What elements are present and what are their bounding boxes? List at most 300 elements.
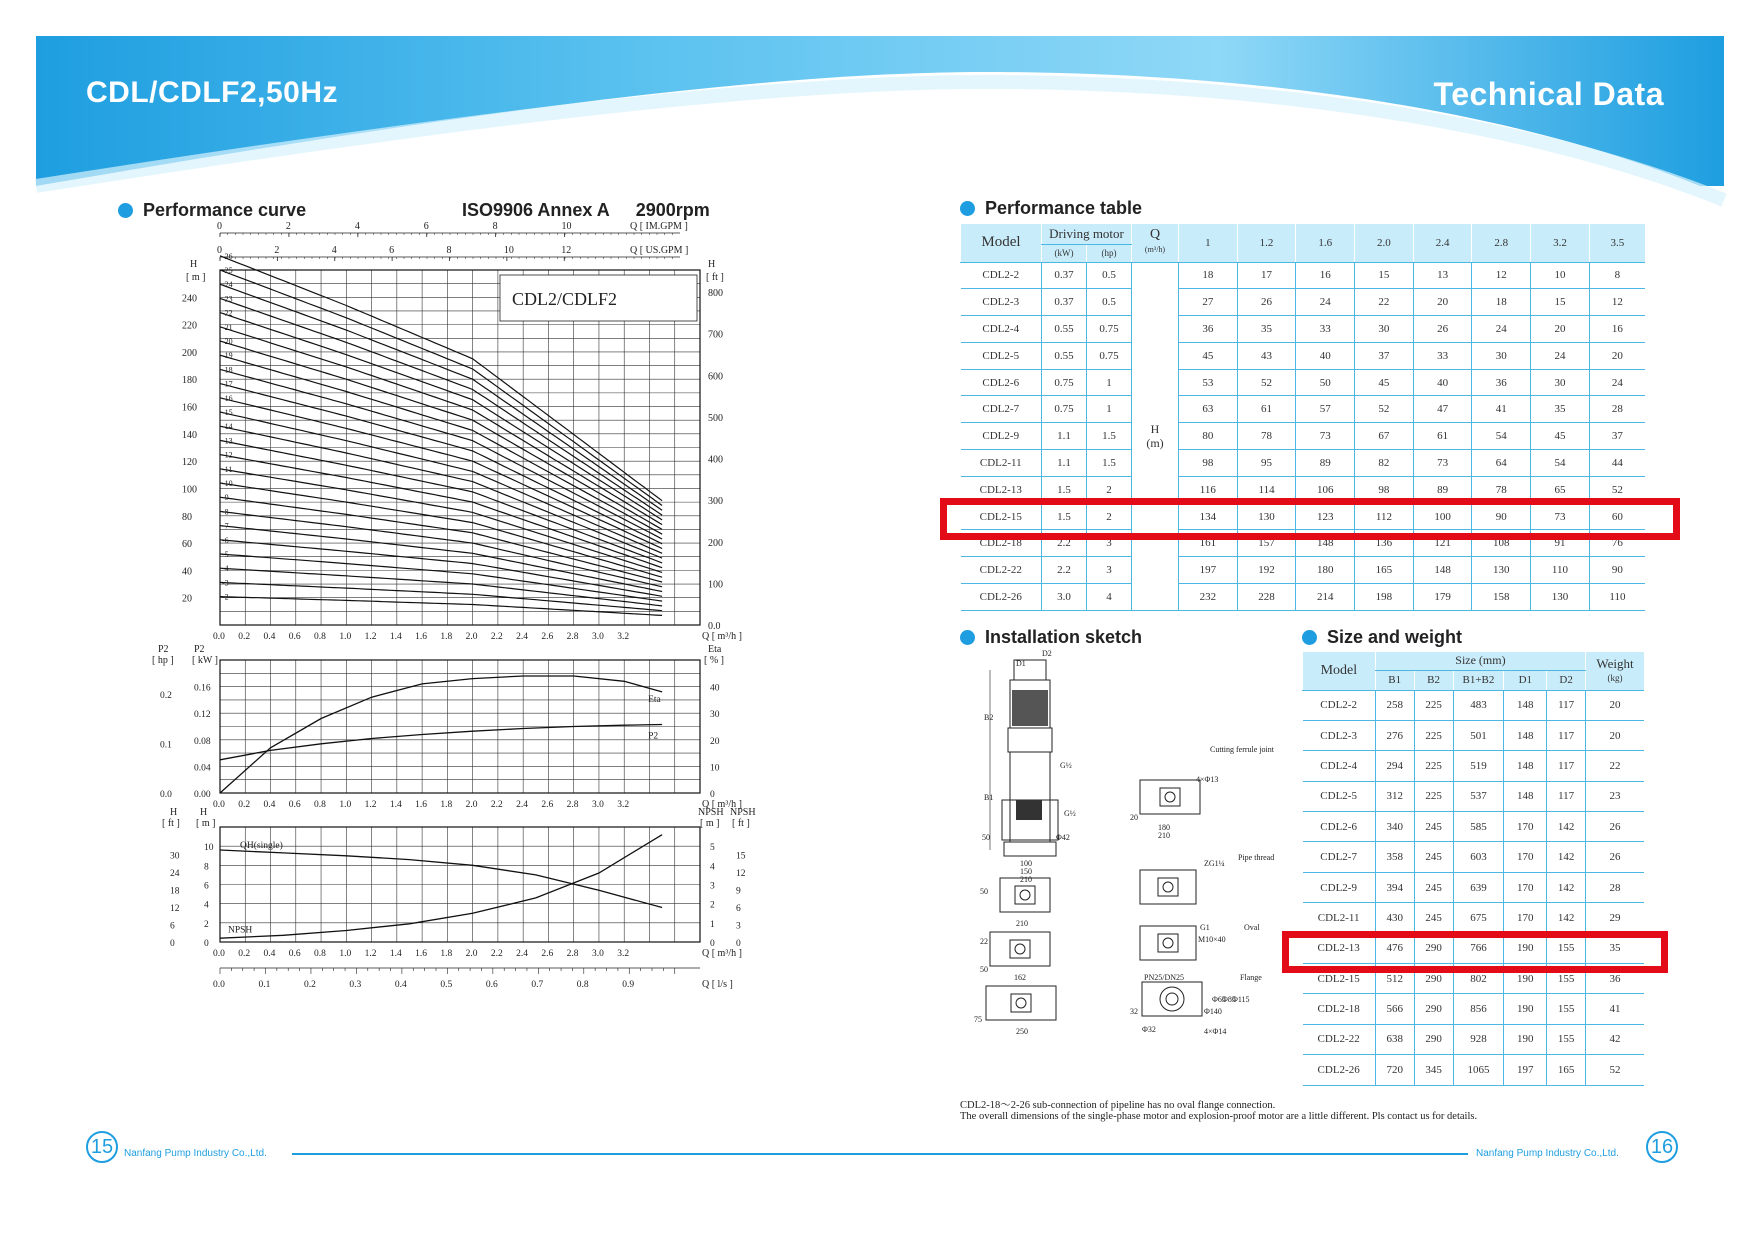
npsh-ls-tick-label: 0.4 <box>394 980 407 990</box>
sketch-label-m10: M10×40 <box>1198 935 1226 944</box>
size-cell: 20 <box>1586 690 1644 720</box>
perf-cell: 37 <box>1589 423 1645 450</box>
p2-hp-tick-label: 0.1 <box>160 740 172 751</box>
size-cell: 190 <box>1504 1024 1547 1054</box>
qh-y-right-tick-label: 300 <box>708 496 723 508</box>
qh-x-tick-label: 1.0 <box>339 632 352 642</box>
p2-eta-tick-label: 30 <box>710 710 720 721</box>
perf-cell-model: CDL2-22 <box>961 557 1042 584</box>
size-cell: 476 <box>1375 933 1414 963</box>
npsh-ft-label: NPSH <box>730 807 756 818</box>
size-cell: 197 <box>1504 1055 1547 1085</box>
npsh-x-tick-label: 1.4 <box>389 949 402 959</box>
qh-stage-label: -18 <box>222 365 233 375</box>
perf-cell: 8 <box>1589 262 1645 289</box>
npsh-ft-tick-label: 6 <box>736 903 741 914</box>
perf-cell: 148 <box>1296 530 1355 557</box>
npsh-ft-tick-label: 0 <box>736 939 741 949</box>
sketch-dim-50: 50 <box>982 833 990 842</box>
size-cell: 430 <box>1375 903 1414 933</box>
sketch-label-holes: 4×Φ13 <box>1196 775 1219 784</box>
perf-cell: 54 <box>1531 450 1590 477</box>
npsh-m-tick-label: 3 <box>710 881 715 892</box>
size-cell: 225 <box>1414 720 1453 750</box>
size-cell: 155 <box>1547 1024 1586 1054</box>
npsh-ls-tick-label: 0.8 <box>576 980 589 990</box>
qh-curve-stage <box>220 540 662 597</box>
npsh-h-ft-unit: [ ft ] <box>162 818 180 829</box>
npsh-ls-tick-label: 0.7 <box>531 980 544 990</box>
perf-cell: 2 <box>1087 503 1132 530</box>
p2-kw-tick-label: 0.00 <box>194 790 211 800</box>
sketch-dim-65: Φ65 <box>1212 995 1226 1004</box>
perf-cell: 45 <box>1179 342 1238 369</box>
npsh-ft-tick-label: 9 <box>736 886 741 897</box>
qh-stage-label: -23 <box>222 294 233 304</box>
perf-row-cdl2-26 <box>961 584 1646 611</box>
sketch-conn-3-port <box>1011 994 1031 1012</box>
size-row-cdl2-3 <box>1303 720 1645 750</box>
size-cell-model: CDL2-22 <box>1303 1024 1376 1054</box>
size-cell: 639 <box>1453 872 1504 902</box>
perf-cell: 1.1 <box>1042 450 1087 477</box>
size-header-weight-unit: (kg) <box>1607 672 1623 683</box>
npsh-h-m-tick-label: 4 <box>204 900 209 911</box>
perf-cell: 3.0 <box>1042 584 1087 611</box>
size-cell: 245 <box>1414 842 1453 872</box>
qh-top-tick-label: 0 <box>217 245 222 256</box>
sketch-dim-210: 210 <box>1020 875 1032 884</box>
npsh-x-tick-label: 1.2 <box>364 949 377 959</box>
perf-h-unit-label: (m) <box>1146 436 1164 451</box>
bullet-icon <box>960 201 975 216</box>
npsh-m-tick-label: 1 <box>710 919 715 930</box>
size-cell: 170 <box>1504 903 1547 933</box>
size-cell: 117 <box>1547 751 1586 781</box>
header-right-title: Technical Data <box>1433 76 1664 112</box>
p2-x-tick-label: 0.0 <box>213 800 225 810</box>
qh-x-tick-label: 3.0 <box>591 632 604 642</box>
curve-standard-label: ISO9906 Annex A <box>462 200 610 220</box>
size-cell: 155 <box>1547 933 1586 963</box>
sketch-flange-hole <box>1166 993 1178 1005</box>
size-cell: 766 <box>1453 933 1504 963</box>
size-cell-model: CDL2-2 <box>1303 690 1376 720</box>
perf-cell: 18 <box>1179 262 1238 289</box>
sketch-dim-50b: 50 <box>980 887 988 896</box>
perf-cell: 0.55 <box>1042 316 1087 343</box>
performance-charts <box>140 221 760 1105</box>
sketch-dim-250: 250 <box>1016 1027 1028 1036</box>
sketch-label-g2: G½ <box>1064 809 1076 818</box>
size-cell: 245 <box>1414 903 1453 933</box>
p2-x-tick-label: 2.2 <box>490 800 503 810</box>
qh-curve-stage <box>220 497 662 582</box>
perf-cell: 47 <box>1413 396 1472 423</box>
qh-x-tick-label: 0.8 <box>314 632 326 642</box>
perf-cell: 60 <box>1589 503 1645 530</box>
p2-x-tick-label: 1.0 <box>339 800 352 810</box>
npsh-ls-tick-label: 0.5 <box>440 980 453 990</box>
size-cell: 190 <box>1504 994 1547 1024</box>
perf-cell: 1.5 <box>1087 450 1132 477</box>
perf-cell: 30 <box>1472 342 1531 369</box>
qh-curve-stage <box>220 582 662 610</box>
size-cell: 28 <box>1586 872 1644 902</box>
qh-top-tick-label: 6 <box>389 245 395 256</box>
qh-top-tick-label: 10 <box>561 221 572 232</box>
sketch-dim-75: 75 <box>974 1015 982 1024</box>
perf-cell: 30 <box>1531 369 1590 396</box>
p2-hp-unit: [ hp ] <box>152 655 174 666</box>
perf-row-cdl2-5 <box>961 342 1646 369</box>
size-row-cdl2-4 <box>1303 751 1645 781</box>
perf-cell: 130 <box>1531 584 1590 611</box>
p2-x-tick-label: 2.6 <box>541 800 554 810</box>
npsh-h-ft-tick-label: 30 <box>170 851 180 862</box>
qh-x-tick-label: 2.6 <box>541 632 554 642</box>
size-cell-model: CDL2-7 <box>1303 842 1376 872</box>
perf-cell: 24 <box>1589 369 1645 396</box>
npsh-h-m-tick-label: 8 <box>204 862 209 873</box>
sketch-label-g1: G½ <box>1060 761 1072 770</box>
sketch-conn-oval <box>1140 926 1196 960</box>
p2-eta-tick-label: 0 <box>710 790 715 800</box>
perf-cell: 40 <box>1413 369 1472 396</box>
qh-y-right-tick-label: 400 <box>708 454 723 466</box>
perf-cell: 20 <box>1531 316 1590 343</box>
perf-cell: 95 <box>1237 450 1296 477</box>
p2-eta-tick-label: 20 <box>710 736 720 747</box>
size-cell: 170 <box>1504 842 1547 872</box>
npsh-x-tick-label: 1.8 <box>440 949 453 959</box>
qh-stage-label: -10 <box>222 479 233 488</box>
sketch-conn-2-hole <box>1015 944 1025 954</box>
perf-cell-model: CDL2-4 <box>961 316 1042 343</box>
qh-top-tick-label: 6 <box>423 221 429 232</box>
qh-ylabel-right-unit: [ ft ] <box>706 272 724 283</box>
sketch-pump-inlet <box>1016 800 1042 820</box>
perf-cell: 27 <box>1179 289 1238 316</box>
size-row-cdl2-2 <box>1303 690 1645 720</box>
size-cell: 720 <box>1375 1055 1414 1085</box>
p2-x-tick-label: 1.8 <box>440 800 453 810</box>
perf-h-unit <box>1132 262 1179 610</box>
qh-x-tick-label: 2.4 <box>516 632 529 642</box>
npsh-ls-tick-label: 0.9 <box>622 980 635 990</box>
perf-cell: 10 <box>1531 262 1590 289</box>
qh-curve-stage <box>220 568 662 606</box>
size-cell: 501 <box>1453 720 1504 750</box>
perf-cell-model: CDL2-26 <box>961 584 1042 611</box>
perf-cell: 114 <box>1237 476 1296 503</box>
perf-cell: 52 <box>1355 396 1414 423</box>
perf-cell: 179 <box>1413 584 1472 611</box>
sketch-motor-fins <box>1012 690 1048 726</box>
perf-header-q-value: 2.0 <box>1355 224 1414 262</box>
size-cell-model: CDL2-6 <box>1303 812 1376 842</box>
p2-eta-tick-label: 40 <box>710 683 720 694</box>
perf-cell: 106 <box>1296 476 1355 503</box>
installation-note-2: The overall dimensions of the single-phase motor and explosion-proof motor are a little different. Pls contact us for details. <box>960 1111 1478 1122</box>
size-cell: 155 <box>1547 964 1586 994</box>
qh-chart-title: CDL2/CDLF2 <box>512 289 618 309</box>
qh-stage-label: -12 <box>222 450 233 460</box>
qh-top-tick-label: 0 <box>217 221 222 232</box>
npsh-x-tick-label: 1.6 <box>415 949 427 959</box>
p2-x-tick-label: 0.2 <box>238 800 251 810</box>
npsh-x-tick-label: 0.0 <box>213 949 225 959</box>
p2-x-tick-label: 1.2 <box>364 800 377 810</box>
perf-cell: 65 <box>1531 476 1590 503</box>
perf-cell: 41 <box>1472 396 1531 423</box>
p2-x-tick-label: 0.6 <box>288 800 301 810</box>
perf-cell: 1.5 <box>1087 423 1132 450</box>
perf-cell: 180 <box>1296 557 1355 584</box>
qh-stage-label: -13 <box>222 436 233 446</box>
sketch-dim-180: 180 <box>1158 823 1170 832</box>
sketch-label-oval: Oval <box>1244 923 1260 932</box>
size-cell: 290 <box>1414 964 1453 994</box>
npsh-ls-tick-label: 0.2 <box>303 980 316 990</box>
perf-cell: 45 <box>1355 369 1414 396</box>
perf-cell: 43 <box>1237 342 1296 369</box>
perf-cell: 0.55 <box>1042 342 1087 369</box>
sketch-label-d1: D1 <box>1016 659 1026 668</box>
qh-stage-label: -20 <box>222 337 233 346</box>
perf-cell: 12 <box>1472 262 1531 289</box>
perf-cell: 50 <box>1296 369 1355 396</box>
size-cell: 35 <box>1586 933 1644 963</box>
perf-cell-model: CDL2-3 <box>961 289 1042 316</box>
qh-stage-label: -4 <box>222 564 229 574</box>
qh-x-tick-label: 2.2 <box>490 632 503 642</box>
perf-cell: 2 <box>1087 476 1132 503</box>
qh-curve-stage <box>220 483 662 577</box>
size-cell: 42 <box>1586 1024 1644 1054</box>
qh-y-tick-label: 140 <box>182 429 197 441</box>
p2-kw-tick-label: 0.16 <box>194 683 211 694</box>
perf-cell: 2.2 <box>1042 557 1087 584</box>
perf-cell: 0.37 <box>1042 262 1087 289</box>
qh-curve-stage <box>220 355 662 534</box>
perf-cell: 116 <box>1179 476 1238 503</box>
perf-row-cdl2-3 <box>961 289 1646 316</box>
qh-y-right-tick-label: 600 <box>708 371 723 383</box>
perf-cell: 2.2 <box>1042 530 1087 557</box>
qh-x-tick-label: 1.4 <box>389 632 402 642</box>
perf-cell: 158 <box>1472 584 1531 611</box>
sketch-conn-oval-hole <box>1163 938 1173 948</box>
perf-cell: 54 <box>1472 423 1531 450</box>
size-cell: 290 <box>1414 1024 1453 1054</box>
sketch-conn-1-hole <box>1020 890 1030 900</box>
sketch-label-b2: B2 <box>984 713 994 722</box>
npsh-x-tick-label: 0.6 <box>288 949 301 959</box>
size-cell: 29 <box>1586 903 1644 933</box>
npsh-m-label: NPSH <box>698 807 724 818</box>
size-cell: 276 <box>1375 720 1414 750</box>
perf-cell: 123 <box>1296 503 1355 530</box>
size-cell: 537 <box>1453 781 1504 811</box>
perf-header-q <box>1132 224 1179 262</box>
sketch-label-pipe-thread: Pipe thread <box>1238 853 1275 862</box>
highlight-cdl2-15 <box>940 498 1680 540</box>
size-cell: 245 <box>1414 812 1453 842</box>
qh-stage-label: -17 <box>222 379 233 389</box>
size-header-col: D2 <box>1547 670 1586 690</box>
p2-hp-tick-label: 0.0 <box>160 790 172 800</box>
installation-sketch-heading <box>960 627 1142 648</box>
perf-cell: 1 <box>1087 396 1132 423</box>
npsh-h-ft-label: H <box>170 807 178 818</box>
perf-cell: 37 <box>1355 342 1414 369</box>
perf-cell: 0.5 <box>1087 289 1132 316</box>
qh-y-tick-label: 200 <box>182 347 197 359</box>
sketch-dim-22: 22 <box>980 937 988 946</box>
perf-cell: 112 <box>1355 503 1414 530</box>
size-cell: 566 <box>1375 994 1414 1024</box>
perf-cell: 136 <box>1355 530 1414 557</box>
size-cell-model: CDL2-9 <box>1303 872 1376 902</box>
perf-cell: 90 <box>1472 503 1531 530</box>
perf-header-kw: (kW) <box>1042 244 1087 262</box>
perf-cell: 44 <box>1589 450 1645 477</box>
npsh-x-tick-label: 3.2 <box>617 949 630 959</box>
p2-hp-label: P2 <box>158 644 169 655</box>
size-cell: 170 <box>1504 812 1547 842</box>
size-cell: 245 <box>1414 872 1453 902</box>
perf-cell: 108 <box>1472 530 1531 557</box>
perf-cell: 1.5 <box>1042 476 1087 503</box>
size-cell: 585 <box>1453 812 1504 842</box>
perf-cell: 90 <box>1589 557 1645 584</box>
performance-curve-heading <box>118 200 306 221</box>
npsh-h-m-tick-label: 10 <box>204 843 214 854</box>
size-header-col: B1+B2 <box>1453 670 1504 690</box>
size-cell: 165 <box>1547 1055 1586 1085</box>
sketch-label-pn: PN25/DN25 <box>1144 973 1185 982</box>
size-cell: 856 <box>1453 994 1504 1024</box>
npsh-h-ft-tick-label: 24 <box>170 868 180 879</box>
qh-x-tick-label: 3.2 <box>617 632 630 642</box>
perf-cell: 52 <box>1589 476 1645 503</box>
qh-ylabel-right-h: H <box>708 259 716 270</box>
npsh-x-tick-label: 0.4 <box>263 949 276 959</box>
perf-header-motor: Driving motor <box>1042 224 1132 244</box>
perf-cell-model: CDL2-5 <box>961 342 1042 369</box>
size-cell: 358 <box>1375 842 1414 872</box>
size-cell-model: CDL2-13 <box>1303 933 1376 963</box>
size-cell: 155 <box>1547 994 1586 1024</box>
size-row-cdl2-18 <box>1303 994 1645 1024</box>
perf-cell: 98 <box>1179 450 1238 477</box>
qh-stage-label: -2 <box>222 592 229 602</box>
npsh-x-tick-label: 2.6 <box>541 949 554 959</box>
sketch-dim-32b: Φ32 <box>1142 1025 1156 1034</box>
perf-cell: 91 <box>1531 530 1590 557</box>
qh-curve-stage <box>220 313 662 520</box>
size-cell: 22 <box>1586 751 1644 781</box>
sketch-dim-210c: 210 <box>1016 919 1028 928</box>
p2-eta-tick-label: 10 <box>710 763 720 774</box>
size-header-size: Size (mm) <box>1375 652 1585 670</box>
size-row-cdl2-22 <box>1303 1024 1645 1054</box>
qh-y-right-tick-label: 700 <box>708 329 723 341</box>
size-cell-model: CDL2-3 <box>1303 720 1376 750</box>
p2-x-tick-label: 0.8 <box>314 800 326 810</box>
npsh-ls-tick-label: 0.6 <box>485 980 498 990</box>
page-number-left: 15 <box>86 1131 118 1163</box>
perf-cell: 130 <box>1472 557 1531 584</box>
npsh-ls-axis-label: Q [ l/s ] <box>702 979 733 990</box>
perf-header-q-value: 3.2 <box>1531 224 1590 262</box>
size-cell: 142 <box>1547 872 1586 902</box>
p2-kw-tick-label: 0.12 <box>194 710 211 721</box>
p2-x-tick-label: 0.4 <box>263 800 276 810</box>
sketch-label-zg: ZG1¼ <box>1204 859 1225 868</box>
size-row-cdl2-26 <box>1303 1055 1645 1085</box>
sketch-conn-oval-port <box>1158 934 1178 952</box>
perf-cell: 3 <box>1087 530 1132 557</box>
sketch-conn-thread <box>1140 870 1196 904</box>
qh-y-tick-label: 20 <box>182 593 192 605</box>
sketch-label-d2: D2 <box>1042 649 1052 658</box>
perf-cell: 15 <box>1355 262 1414 289</box>
size-cell: 519 <box>1453 751 1504 781</box>
size-cell: 148 <box>1504 690 1547 720</box>
perf-cell: 24 <box>1472 316 1531 343</box>
npsh-series-qhsingle <box>220 850 662 908</box>
perf-header-q-value: 1.6 <box>1296 224 1355 262</box>
size-header-weight-label: Weight <box>1596 655 1634 671</box>
npsh-m-tick-label: 0 <box>710 939 715 949</box>
qh-ylabel-unit: [ m ] <box>186 272 206 283</box>
perf-header-q-value: 2.8 <box>1472 224 1531 262</box>
perf-cell: 4 <box>1087 584 1132 611</box>
bullet-icon <box>960 630 975 645</box>
perf-cell: 35 <box>1531 396 1590 423</box>
qh-curve-stage <box>220 341 662 529</box>
installation-note-1: CDL2-18～2-26 sub-connection of pipeline has no oval flange connection. <box>960 1100 1276 1111</box>
perf-cell: 73 <box>1296 423 1355 450</box>
perf-cell: 12 <box>1589 289 1645 316</box>
qh-stage-label: -16 <box>222 393 233 403</box>
sketch-conn-cutting-port <box>1160 788 1180 806</box>
npsh-h-ft-tick-label: 0 <box>170 939 175 949</box>
npsh-series-label-qh: QH(single) <box>240 841 283 852</box>
qh-stage-label: -11 <box>222 464 233 474</box>
qh-top-axis-label: Q [ US.GPM ] <box>630 245 689 256</box>
p2-kw-unit: [ kW ] <box>192 655 218 666</box>
size-cell: 26 <box>1586 842 1644 872</box>
npsh-x-tick-label: 2.2 <box>490 949 503 959</box>
perf-cell: 17 <box>1237 262 1296 289</box>
qh-x-tick-label: 2.8 <box>566 632 579 642</box>
npsh-h-m-tick-label: 2 <box>204 919 209 930</box>
qh-stage-label: -14 <box>222 422 233 432</box>
sketch-conn-3-hole <box>1016 998 1026 1008</box>
npsh-x-tick-label: 0.2 <box>238 949 251 959</box>
size-cell: 225 <box>1414 690 1453 720</box>
qh-curve-stage <box>220 369 662 539</box>
size-cell: 603 <box>1453 842 1504 872</box>
perf-cell: 67 <box>1355 423 1414 450</box>
perf-h-label: H <box>1150 422 1160 437</box>
perf-row-cdl2-6 <box>961 369 1646 396</box>
perf-cell: 61 <box>1413 423 1472 450</box>
perf-cell: 40 <box>1296 342 1355 369</box>
